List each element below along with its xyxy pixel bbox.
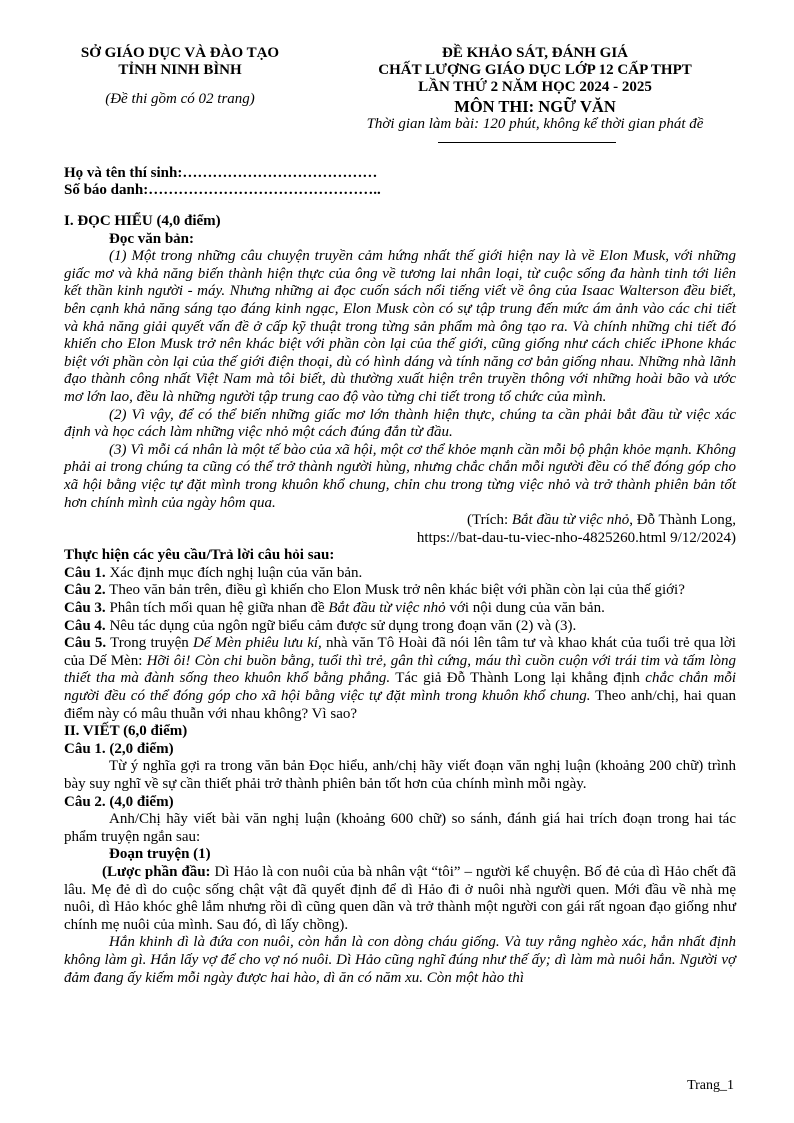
writing-q2-text: Anh/Chị hãy viết bài văn nghị luận (khoảng 600 chữ) so sánh, đánh giá hai trích đoạn trong hai tác phẩm truyện ngắn sau: <box>64 811 736 845</box>
q3-title: Bắt đầu từ việc nhỏ <box>328 600 446 617</box>
q5-c: Tác giả Đỗ Thành Long lại khẳng định <box>390 670 646 687</box>
page-number: Trang_1 <box>687 1078 734 1093</box>
q5-label: Câu 5. <box>64 635 107 652</box>
passage-para1: (1) Một trong những câu chuyện truyền cảm hứng nhất thế giới hiện nay là về Elon Musk, với những giấc mơ và khả năng biến thành hiện thực của ông về tương lai nhân loại, từ cuộc sống đa hành tinh tới liên kết thần kinh người - máy. Nhưng những ai đọc cuốn sách nổi tiếng viết về ông của Isaac Walterson đều biết, bên cạnh khả năng sáng tạo đáng kinh ngạc, Elon Musk còn có sự tập trung đến mức ám ảnh vào các chi tiết và khả năng giải quyết vấn đề ở cấp kỹ thuật trong từng sản phẩm mà ông tạo ra. Và chính những chi tiết đó khiến cho Elon Musk trở nên khác biệt với phần còn lại của thế giới, cũng giống như cách chiếc iPhone khác biệt với phần còn lại của thế giới điện thoại, dù có hình dáng và tính năng cơ bản giống nhau. Những nhà lãnh đạo thành công nhất Việt Nam mà tôi biết, dù thường xuất hiện trên truyền thông với những hoài bão và ước mơ lớn lao, đều là những người tập trung cao độ vào từng chi tiết trong tổ chức của mình. <box>64 248 736 405</box>
source-prefix: (Trích: <box>467 512 512 529</box>
q5-d: Theo anh/chị, hai quan điểm này có mâu thuẫn với nhau không? Vì sao? <box>64 688 736 722</box>
summary-text: Dì Hảo là con nuôi của bà nhân vật “tôi” – người kể chuyện. Bố đẻ của dì Hảo chết đã lâu. Mẹ đẻ dì do cuộc sống chật vật đã quyết định để dì Hảo đi ở nuôi nhà người quen. Mới đầu về nhà mẹ nuôi, dì Hảo khóc ghê lắm nhưng rồi dì cũng quen dần và trở thành một người con gái rất ngoan đạo giống như chính mẹ nuôi của mình. Sau đó, dì lấy chồng). <box>64 863 736 933</box>
q2-text: Theo văn bản trên, điều gì khiến cho Elon Musk trở nên khác biệt với phần còn lại của thế giới? <box>105 582 685 599</box>
header-left <box>60 45 300 108</box>
section1-title: I. ĐỌC HIỂU (4,0 điểm) <box>64 213 221 229</box>
writing-q2-title: Câu 2. (4,0 điểm) <box>64 793 174 810</box>
q4-text: Nêu tác dụng của ngôn ngữ biểu cảm được sử dụng trong đoạn văn (2) và (3). <box>105 617 577 634</box>
q5-a: Trong truyện <box>106 635 194 652</box>
question-2 <box>64 582 736 600</box>
pages-note: (Đề thi gồm có 02 trang) <box>105 91 255 107</box>
writing-q1-title: Câu 1. (2,0 điểm) <box>64 740 174 757</box>
summary-label: (Lược phần đầu: <box>102 863 211 880</box>
source-title: Bắt đầu từ việc nhỏ <box>511 512 630 529</box>
subject: MÔN THI: NGỮ VĂN <box>454 97 616 116</box>
source-citation <box>64 512 736 530</box>
read-label: Đọc văn bản: <box>109 230 195 247</box>
candidate-info <box>64 165 381 199</box>
q3-text-a: Phân tích mối quan hệ giữa nhan đề <box>105 600 329 617</box>
question-5 <box>64 635 736 723</box>
question-3 <box>64 600 736 618</box>
q5-book: Dế Mèn phiêu lưu kí, <box>193 635 322 652</box>
exam-body <box>64 213 736 987</box>
dept-line1: SỞ GIÁO DỤC VÀ ĐÀO TẠO <box>80 45 280 61</box>
q5-b: nhà văn Tô Hoài đã nói lên tâm tư và khao khát của tuổi trẻ qua lời của Dế Mèn: <box>64 635 736 669</box>
q3-text-b: với nội dung của văn bản. <box>445 600 605 617</box>
excerpt-summary <box>64 864 736 934</box>
q3-label: Câu 3. <box>64 600 106 617</box>
exam-line2: CHẤT LƯỢNG GIÁO DỤC LỚP 12 CẤP THPT <box>378 62 692 78</box>
q1-label: Câu 1. <box>64 564 106 581</box>
source-url: https://bat-dau-tu-viec-nho-4825260.html 9/12/2024) <box>416 529 736 546</box>
excerpt-story: Hắn khinh dì là đứa con nuôi, còn hắn là con dòng cháu giống. Và tuy rằng nghèo xác, hắn nhất định không làm gì. Hắn lấy vợ để cho vợ nó nuôi. Dì Hảo cũng nghĩ đúng như thế ấy; dì làm mà nuôi hắn. Người vợ đảm đang ấy kiếm mỗi ngày được hai hào, dì ăn có năm xu. Còn một hào thì <box>64 934 736 986</box>
excerpt-title: Đoạn truyện (1) <box>109 846 211 863</box>
q5-quote2: chắc chắn mỗi người đều có thể đóng góp cho xã hội bằng việc tự đặt mình trong khuôn khổ chung. <box>64 670 736 705</box>
candidate-name-field: Họ và tên thí sinh:………………………………… <box>64 165 378 181</box>
dept-line2: TỈNH NINH BÌNH <box>118 62 242 78</box>
candidate-id-field: Số báo danh:……………………………………….. <box>64 182 381 198</box>
passage-para3: (3) Vì mỗi cá nhân là một tế bào của xã hội, một cơ thể khỏe mạnh cần mỗi bộ phận khỏe mạnh. Không phải ai trong chúng ta cũng có thể trở thành người hùng, nhưng chắc chắn mỗi người đều có thể đóng góp cho xã hội bằng việc tự đặt mình trong khuôn khổ chung, chỉn chu trong từng việc nhỏ và trở thành phiên bản tốt hơn chính mình của ngày hôm qua. <box>64 441 736 511</box>
tasks-title: Thực hiện các yêu cầu/Trả lời câu hỏi sau: <box>64 547 335 564</box>
question-1 <box>64 565 736 583</box>
exam-line3: LẦN THỨ 2 NĂM HỌC 2024 - 2025 <box>418 79 652 95</box>
q4-label: Câu 4. <box>64 617 106 634</box>
exam-line1: ĐỀ KHẢO SÁT, ĐÁNH GIÁ <box>442 45 628 61</box>
q1-text: Xác định mục đích nghị luận của văn bản. <box>105 564 363 581</box>
section2-title: II. VIẾT (6,0 điểm) <box>64 723 188 740</box>
source-author: , Đỗ Thành Long, <box>629 512 736 529</box>
passage-para2: (2) Vì vậy, để có thể biến những giấc mơ lớn thành hiện thực, chúng ta cần phải bắt đầu từ việc xác định và học cách làm những việc nhỏ một cách đúng đắn từ đầu. <box>64 406 736 441</box>
header-underline <box>438 142 616 143</box>
q5-quote1: Hỡi ôi! Còn chi buồn bằng, tuổi thì trẻ, gân thì cứng, máu thì cuồn cuộn với trái tim và tấm lòng thiết tha mà đành sống theo khuôn khổ bằng phẳng. <box>64 652 737 687</box>
time-note: Thời gian làm bài: 120 phút, không kể thời gian phát đề <box>366 116 704 132</box>
question-4 <box>64 618 736 636</box>
writing-q1-text: Từ ý nghĩa gợi ra trong văn bản Đọc hiểu, anh/chị hãy viết đoạn văn nghị luận (khoảng 200 chữ) trình bày suy nghĩ về sự cần thiết phải trở thành phiên bản tốt hơn của chính mình mỗi ngày. <box>64 758 736 792</box>
q2-label: Câu 2. <box>64 582 106 599</box>
header-right <box>335 45 735 133</box>
